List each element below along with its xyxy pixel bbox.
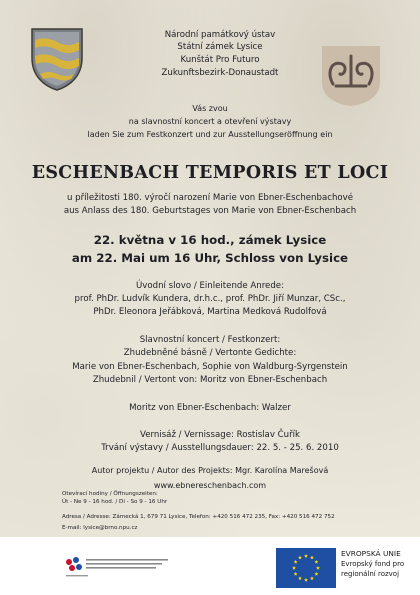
concert-line: Marie von Ebner-Eschenbach, Sophie von Waldburg-Syrgenstein — [72, 362, 348, 372]
concert-heading: Slavnostní koncert / Festkonzert: — [139, 335, 281, 345]
occasion-line: u příležitosti 180. výročí narození Marie von Ebner-Eschenbachové — [66, 193, 354, 203]
eu-star-icon — [292, 566, 296, 570]
opening-hours-line: Út - Ne 9 - 16 hod. / Di - So 9 - 16 Uhr — [62, 499, 168, 505]
waltz-line: Moritz von Ebner-Eschenbach: Walzer — [129, 403, 291, 413]
address-line: Adresa / Adresse: Zámecká 1, 679 71 Lysice, Telefon: +420 516 472 235, Fax: +420 516 472 752 — [62, 514, 335, 520]
eu-star-icon — [310, 556, 314, 560]
eu-star-icon — [294, 572, 298, 576]
event-date-de: am 22. Mai um 16 Uhr, Schloss von Lysice — [71, 251, 349, 265]
exhibition-line: Vernisáž / Vernissage: Rostislav Čuřík — [139, 430, 300, 440]
concert-line: Zhudebnil / Vertont von: Moritz von Ebner-Eschenbach — [92, 375, 328, 385]
organizer-line: Státní zámek Lysice — [177, 42, 263, 52]
eu-text-line: regionální rozvoj — [341, 570, 400, 578]
organizer-line: Národní památkový ústav — [164, 30, 276, 40]
occasion-line: aus Anlass des 180. Geburtstages von Marie von Ebner-Eschenbach — [63, 206, 357, 216]
eu-star-icon — [304, 554, 308, 558]
email-line[interactable]: E-mail: lysice@brno.npu.cz — [62, 525, 138, 531]
invitation-line: laden Sie zum Festkonzert und zur Ausstellungseröffnung ein — [87, 130, 333, 139]
organizer-line: Kunštát Pro Futuro — [180, 55, 260, 65]
eu-star-icon — [314, 572, 318, 576]
eu-text-line: Evropský fond pro — [341, 560, 405, 568]
website-link[interactable]: www.ebnereschenbach.com — [153, 481, 267, 490]
eu-text-line: EVROPSKÁ UNIE — [341, 549, 401, 558]
eu-star-icon — [294, 560, 298, 564]
intro-line: PhDr. Eleonora Jeřábková, Martina Medková Rudolfová — [93, 307, 327, 317]
opening-hours-heading: Otevírací hodiny / Öffnungszeiten: — [62, 491, 158, 497]
invitation-line: Vás zvou — [192, 104, 228, 113]
npu-logo-image — [60, 551, 180, 587]
eu-star-icon — [316, 566, 320, 570]
eu-flag-icon — [276, 548, 336, 588]
event-title: ESCHENBACH TEMPORIS ET LOCI — [31, 163, 389, 183]
project-author: Autor projektu / Autor des Projekts: Mgr. Karolína Marešová — [91, 466, 329, 475]
exhibition-line: Trvání výstavy / Ausstellungsdauer: 22. 5. - 25. 6. 2010 — [101, 443, 339, 453]
intro-heading: Úvodní slovo / Einleitende Anrede: — [136, 281, 284, 291]
eu-star-icon — [310, 576, 314, 580]
organizer-line: Zukunftsbezirk-Donaustadt — [161, 68, 279, 78]
eu-star-icon — [314, 560, 318, 564]
eu-star-icon — [298, 576, 302, 580]
concert-line: Zhudebněné básně / Vertonte Gedichte: — [123, 348, 297, 358]
invitation-line: na slavnostní koncert a otevření výstavy — [128, 117, 292, 126]
eu-star-icon — [298, 556, 302, 560]
intro-line: prof. PhDr. Ludvík Kundera, dr.h.c., prof. PhDr. Jiří Munzar, CSc., — [74, 294, 346, 304]
eu-fund-text — [341, 549, 404, 579]
eu-star-icon — [304, 578, 308, 582]
event-date-cz: 22. května v 16 hod., zámek Lysice — [93, 233, 327, 247]
